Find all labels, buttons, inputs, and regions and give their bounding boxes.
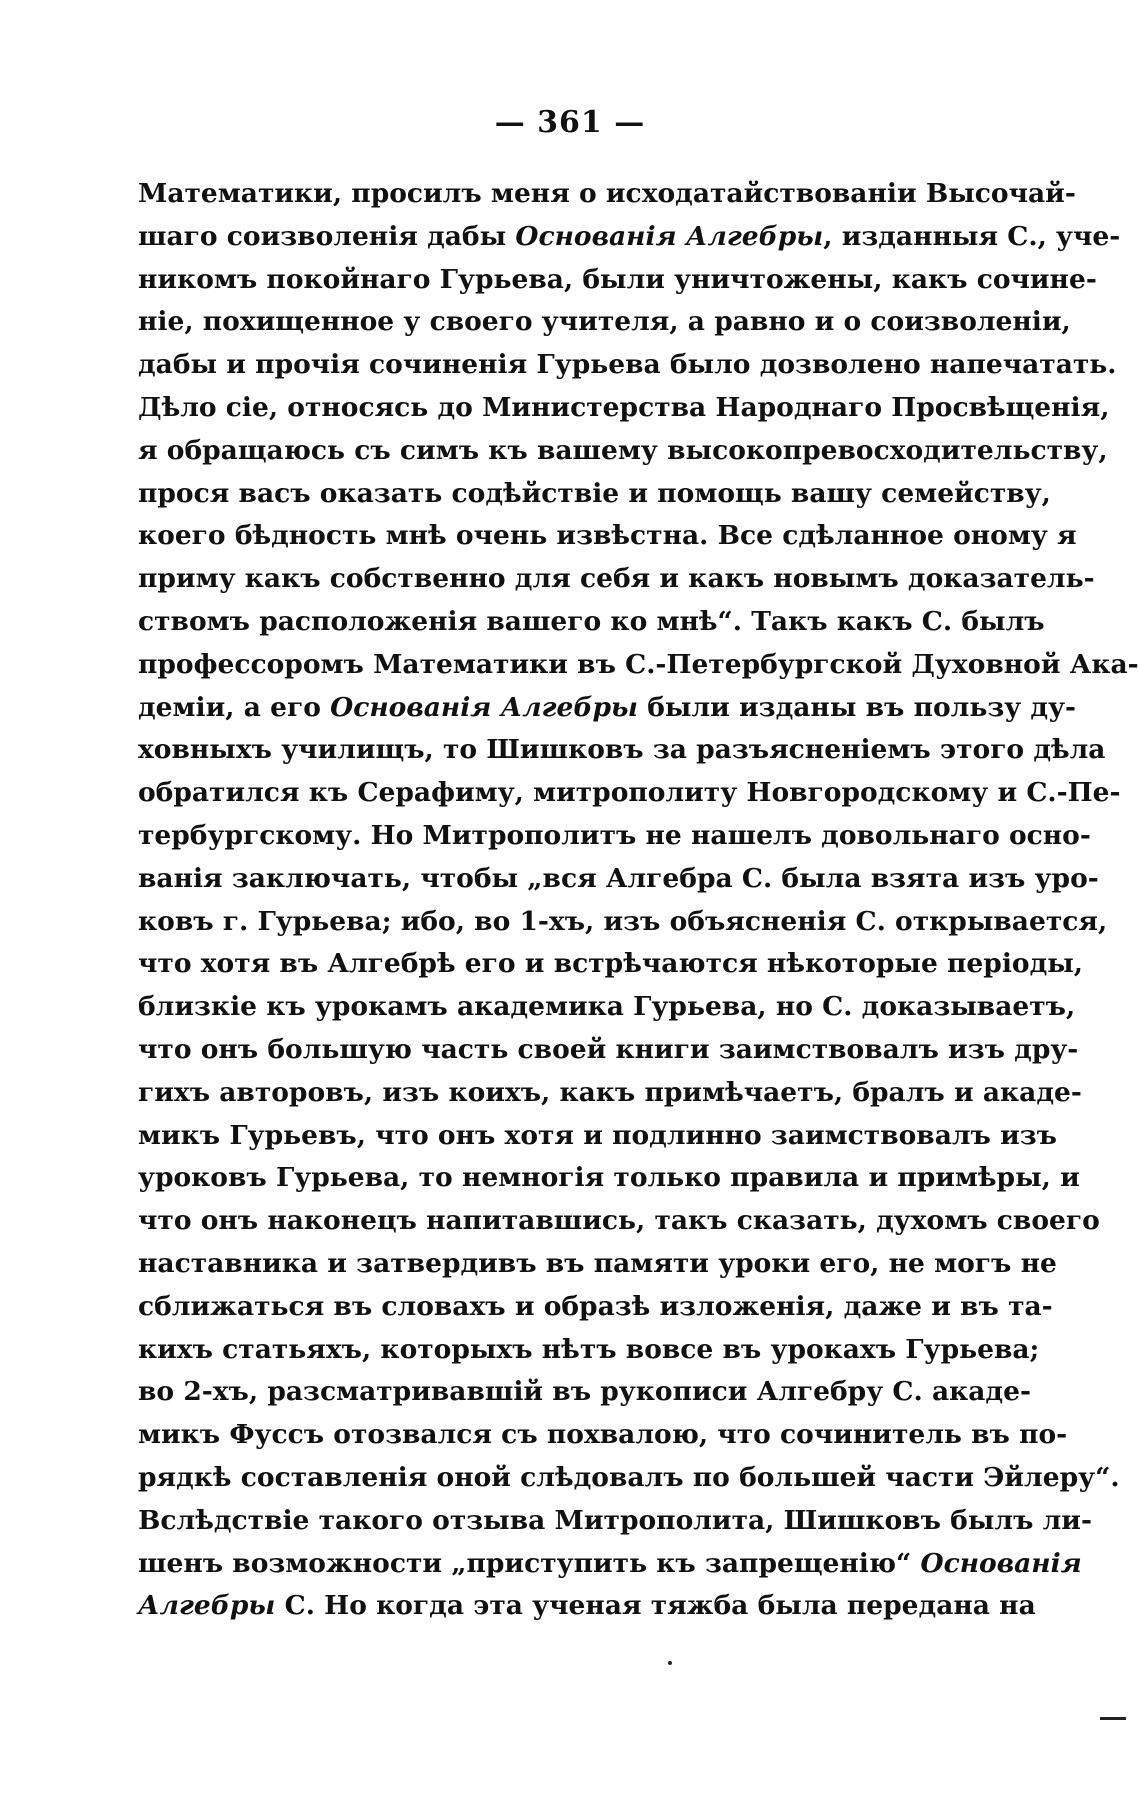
italic-title-segment: Основанія Алгебры (515, 220, 824, 252)
text-line (138, 644, 1139, 687)
text-line (138, 1200, 1100, 1243)
text-segment: что онъ наконецъ напитавшись, такъ сказать, духомъ своего (138, 1205, 1100, 1237)
text-segment: ванія заключать, чтобы „вся Алгебра С. была взята изъ уро- (138, 862, 1099, 894)
text-line (138, 1286, 1053, 1329)
text-segment: прося васъ оказать содѣйствіе и помощь вашу семейству, (138, 477, 1051, 509)
text-segment: сближаться въ словахъ и образѣ изложенія, даже и въ та- (138, 1290, 1053, 1322)
text-line (138, 387, 1110, 430)
margin-mark (1100, 1717, 1126, 1720)
text-line (138, 558, 1095, 601)
text-segment: С. Но когда эта ученая тяжба была передана на (275, 1590, 1036, 1622)
text-line (138, 1414, 1068, 1457)
text-segment: деміи, а его (138, 691, 331, 723)
text-line (138, 301, 1071, 344)
text-line (138, 1243, 1057, 1286)
text-segment: шаго соизволенія дабы (138, 220, 516, 252)
text-segment: я обращаюсь съ симъ къ вашему высокопревосходительству, (138, 434, 1108, 466)
text-segment: ковъ г. Гурьева; ибо, во 1-хъ, изъ объясненія С. открывается, (138, 905, 1108, 937)
text-segment: обратился къ Серафиму, митрополиту Новгородскому и С.-Пе- (138, 777, 1121, 809)
text-segment: Дѣло сіе, относясь до Министерства Народнаго Просвѣщенія, (138, 391, 1110, 423)
text-segment: коего бѣдность мнѣ очень извѣстна. Все сдѣланное оному я (138, 520, 1077, 552)
text-segment: кихъ статьяхъ, которыхъ нѣтъ вовсе въ урокахъ Гурьева; (138, 1333, 1040, 1365)
italic-title-segment: Основанія Алгебры (330, 691, 638, 723)
text-segment: профессоромъ Математики въ С.-Петербургской Духовной Ака- (138, 648, 1139, 680)
print-speck (668, 1661, 672, 1665)
text-segment: Вслѣдствіе такого отзыва Митрополита, Шишковъ былъ ли- (138, 1504, 1092, 1536)
text-line (138, 1371, 1031, 1414)
text-segment: уроковъ Гурьева, то немногія только правила и примѣры, и (138, 1162, 1080, 1194)
text-segment: микъ Фуссъ отозвался съ похвалою, что сочинитель въ по- (138, 1419, 1068, 1451)
italic-title-segment: Основанія (920, 1547, 1082, 1579)
text-segment: гихъ авторовъ, изъ коихъ, какъ примѣчаетъ, бралъ и акаде- (138, 1076, 1082, 1108)
text-segment: ніе, похищенное у своего учителя, а равно и о соизволеніи, (138, 306, 1071, 338)
text-segment: ховныхъ училищъ, то Шишковъ за разъясненіемъ этого дѣла (138, 734, 1106, 766)
page-number: — 361 — (494, 105, 646, 140)
text-line (138, 1329, 1040, 1372)
text-line (138, 515, 1077, 558)
text-line (138, 858, 1099, 901)
text-segment: тербургскому. Но Митрополитъ не нашелъ довольнаго осно- (138, 819, 1091, 851)
text-line (138, 1072, 1082, 1115)
text-line (138, 901, 1108, 944)
text-line (138, 473, 1051, 516)
italic-title-segment: Алгебры (138, 1590, 276, 1622)
text-segment: близкіе къ урокамъ академика Гурьева, но С. доказываетъ, (138, 991, 1076, 1023)
text-line (138, 1585, 1036, 1628)
text-segment: микъ Гурьевъ, что онъ хотя и подлинно заимствовалъ изъ (138, 1119, 1057, 1151)
text-line (138, 1115, 1057, 1158)
text-line (138, 943, 1084, 986)
text-line (138, 772, 1121, 815)
text-segment: ствомъ расположенія вашего ко мнѣ“. Такъ какъ С. былъ (138, 605, 1045, 637)
text-segment: дабы и прочія сочиненія Гурьева было дозволено напечатать. (138, 349, 1117, 381)
text-line (138, 1543, 1082, 1586)
text-segment: что онъ большую часть своей книги заимствовалъ изъ дру- (138, 1033, 1079, 1065)
text-segment: приму какъ собственно для себя и какъ новымъ доказатель- (138, 563, 1095, 595)
text-line (138, 173, 1076, 216)
text-line (138, 986, 1076, 1029)
text-segment: наставника и затвердивъ въ памяти уроки его, не могъ не (138, 1247, 1057, 1279)
body-text (138, 173, 1139, 1628)
text-segment: рядкѣ составленія оной слѣдовалъ по большей части Эйлеру“. (138, 1461, 1120, 1493)
text-line (138, 430, 1108, 473)
text-line (138, 1029, 1079, 1072)
text-line (138, 216, 1121, 259)
text-line (138, 259, 1097, 302)
text-segment: , изданныя С., уче- (823, 220, 1121, 252)
text-line (138, 344, 1117, 387)
text-line (138, 1500, 1092, 1543)
text-line (138, 687, 1077, 730)
text-segment: шенъ возможности „приступить къ запрещенію“ (138, 1547, 921, 1579)
text-segment: что хотя въ Алгебрѣ его и встрѣчаются нѣкоторые періоды, (138, 948, 1084, 980)
text-segment: были изданы въ пользу ду- (638, 691, 1077, 723)
text-segment: во 2-хъ, разсматривавшій въ рукописи Алгебру С. акаде- (138, 1376, 1031, 1408)
text-line (138, 601, 1045, 644)
text-line (138, 815, 1091, 858)
text-segment: никомъ покойнаго Гурьева, были уничтожены, какъ сочине- (138, 263, 1097, 295)
text-line (138, 1457, 1120, 1500)
text-segment: Математики, просилъ меня о исходатайствованіи Высочай- (138, 178, 1076, 209)
text-line (138, 1157, 1080, 1200)
text-line (138, 729, 1106, 772)
